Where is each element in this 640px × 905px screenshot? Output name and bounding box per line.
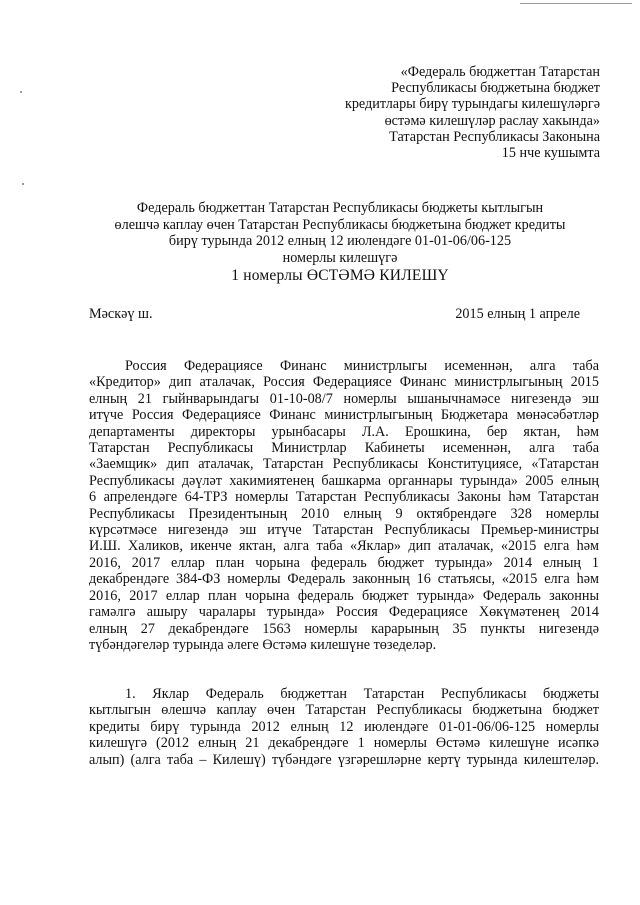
date-of-signing: 2015 елның 1 апреле xyxy=(455,306,580,322)
appendix-header xyxy=(240,64,600,161)
text-line: күрсәтмәсе нигезендә эш итүче Татарстан Республикасы Премьер-министры xyxy=(89,522,599,539)
text-line: итүче Россия Федерациясе Финанс министрлыгының Бюджетара мөнәсәбәтләр xyxy=(89,407,599,424)
title-line: өлешчә каплау өчен Татарстан Республикасы бюджетына бюджет кредиты xyxy=(114,216,566,233)
scan-speck xyxy=(20,91,22,93)
text-line: Россия Федерациясе Финанс министрлыгы исеменнән, алга таба xyxy=(125,358,599,374)
document-title xyxy=(60,200,620,285)
text-line: килешүгә (2012 елның 21 декабрендәге 1 номерлы Өстәмә килешүне исәпкә xyxy=(89,735,599,752)
text-line: Республикасы дәүләт хакимиятенең башкарма органнары турында» 2005 елның xyxy=(89,472,599,489)
text-line: гамәлгә ашыру чаралары турында» Россия Федерациясе Хөкүмәтенең 2014 xyxy=(89,604,599,621)
text-line: 6 апрелендәге 64-ТРЗ номерлы Татарстан Республикасы Законы һәм Татарстан xyxy=(89,489,599,506)
text-line: декабрендәге 384-ФЗ номерлы Федераль законның 16 статьясы, «2015 елга һәм xyxy=(89,571,599,588)
header-line: Республикасы бюджетына бюджет xyxy=(391,80,600,97)
text-line: елның 27 декабрендәге 1563 номерлы карарының 35 пункты нигезендә xyxy=(89,620,599,637)
text-line: «Кредитор» дип аталачак, Россия Федерациясе Финанс министрлыгының 2015 xyxy=(89,374,599,391)
title-line: номерлы килешүгә xyxy=(282,249,398,266)
text-line: департаменты директоры урынбасары Л.А. Ерошкина, бер яктан, һәм xyxy=(89,423,599,440)
text-line: алып) (алга таба – Килешү) түбәндәге үзгәрешләрне кертү турында килештеләр. xyxy=(89,751,599,768)
scan-speck xyxy=(22,183,24,185)
text-line: И.Ш. Халиков, икенче яктан, алга таба «Яклар» дип аталачак, «2015 елга һәм xyxy=(89,538,599,555)
title-line: бирү турында 2012 елның 12 июлендәге 01-01-06/06-125 xyxy=(168,233,512,250)
text-line: «Заемщик» дип аталачак, Татарстан Республикасы Конституциясе, «Татарстан xyxy=(89,456,599,473)
header-line: «Федераль бюджеттан Татарстан xyxy=(400,64,600,80)
text-line: түбәндәгеләр турында әлеге Өстәмә килешүне төзеделәр. xyxy=(89,636,437,653)
text-line: 1. Яклар Федераль бюджеттан Татарстан Республикасы бюджеты xyxy=(125,686,599,702)
text-line: кытлыгын өлешчә каплау өчен Татарстан Республикасы бюджетына бюджет xyxy=(89,702,599,719)
title-line: Федераль бюджеттан Татарстан Республикасы бюджеты кытлыгын xyxy=(136,200,544,216)
header-line: Татарстан Республикасы Законына xyxy=(389,128,600,145)
top-rule xyxy=(520,3,632,4)
header-line: өстәмә килешүләр раслау хакында» xyxy=(384,112,600,129)
header-line: кредитлары бирү турындагы килешүләргә xyxy=(344,96,600,113)
place-of-signing: Мәскәү ш. xyxy=(89,306,153,322)
text-line: 2016, 2017 еллар план чорына федераль бюджет турында» Федераль законны xyxy=(89,587,599,604)
text-line: Республикасы Президентының 2010 елның 9 октябрендәге 328 номерлы xyxy=(89,505,599,522)
text-line: Татарстан Республикасы Министрлар Кабинеты исеменнән, алга таба xyxy=(89,440,599,457)
clause-1-paragraph xyxy=(89,686,599,768)
text-line: кредиты бирү турында 2012 елның 12 июлендәге 01-01-06/06-125 номерлы xyxy=(89,718,599,735)
title-main: 1 номерлы ӨСТӘМӘ КИЛЕШҮ xyxy=(231,267,449,285)
header-line: 15 нче кушымта xyxy=(501,145,600,162)
text-line: 2016, 2017 еллар план чорына федераль бюджет турында» 2014 елның 1 xyxy=(89,554,599,571)
preamble-paragraph xyxy=(89,358,599,653)
text-line: елның 21 гыйнварындагы 01-10-08/7 номерлы ышанычнамәсе нигезендә эш xyxy=(89,390,599,407)
